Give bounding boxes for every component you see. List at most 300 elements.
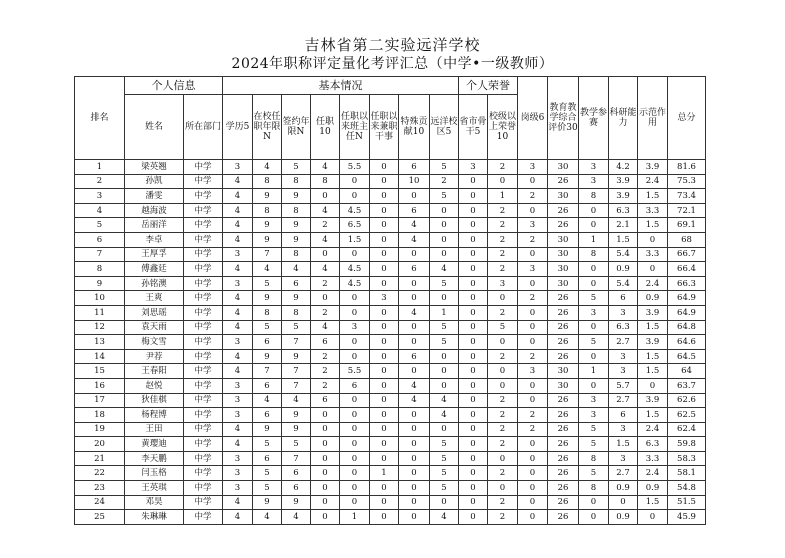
table-cell: 0 <box>430 378 459 393</box>
table-cell: 2 <box>488 247 518 262</box>
table-cell: 0 <box>340 247 370 262</box>
table-cell: 2 <box>311 218 340 233</box>
table-cell: 0 <box>370 378 399 393</box>
school-title: 吉林省第二实验远洋学校 <box>304 36 481 54</box>
table-cell: 18 <box>75 408 125 423</box>
table-cell: 1.5 <box>638 364 668 379</box>
table-cell: 0.9 <box>609 481 638 496</box>
table-cell: 64 <box>668 364 706 379</box>
table-cell: 傅鑫廷 <box>125 262 184 277</box>
table-cell: 0 <box>399 437 430 452</box>
table-cell: 0 <box>579 510 609 525</box>
table-cell: 0 <box>518 276 548 291</box>
header-special: 特殊贡献10 <box>399 95 430 160</box>
table-cell: 0 <box>311 247 340 262</box>
table-cell: 4 <box>223 510 253 525</box>
table-row <box>75 466 706 481</box>
table-cell: 5.7 <box>609 378 638 393</box>
table-cell: 13 <box>75 335 125 350</box>
table-cell: 9 <box>282 422 311 437</box>
table-cell: 朱琳琳 <box>125 510 184 525</box>
table-cell: 4 <box>430 510 459 525</box>
table-cell: 中学 <box>184 218 223 233</box>
table-cell: 2 <box>518 408 548 423</box>
table-cell: 0 <box>430 349 459 364</box>
table-cell: 0 <box>399 276 430 291</box>
table-cell: 0 <box>311 189 340 204</box>
table-cell: 4 <box>223 422 253 437</box>
table-cell: 0 <box>340 466 370 481</box>
table-cell: 0 <box>459 378 488 393</box>
table-cell: 0 <box>340 437 370 452</box>
table-cell: 26 <box>548 320 579 335</box>
table-cell: 5 <box>253 466 282 481</box>
table-cell: 3 <box>579 174 609 189</box>
table-cell: 0 <box>518 320 548 335</box>
table-cell: 2 <box>488 437 518 452</box>
table-cell: 4 <box>253 262 282 277</box>
table-cell: 9 <box>75 276 125 291</box>
table-cell: 0 <box>370 305 399 320</box>
table-cell: 6 <box>311 393 340 408</box>
table-cell: 26 <box>548 349 579 364</box>
table-cell: 0 <box>459 218 488 233</box>
table-cell: 0 <box>370 232 399 247</box>
table-cell: 0 <box>399 466 430 481</box>
table-cell: 6.5 <box>340 218 370 233</box>
table-cell: 0 <box>459 203 488 218</box>
table-cell: 2 <box>488 305 518 320</box>
table-cell: 4 <box>311 160 340 175</box>
header-school-honor: 校级以上荣誉10 <box>488 95 518 160</box>
table-cell: 3 <box>609 349 638 364</box>
table-cell: 0 <box>459 232 488 247</box>
table-cell: 0 <box>340 408 370 423</box>
header-teaching-eval: 教育教学综合评价30 <box>548 77 579 160</box>
table-cell: 5 <box>488 320 518 335</box>
header-backbone: 省市骨干5 <box>459 95 488 160</box>
table-cell: 0 <box>399 364 430 379</box>
table-cell: 0 <box>340 291 370 306</box>
table-cell: 孙凯 <box>125 174 184 189</box>
table-cell: 4 <box>430 393 459 408</box>
table-cell: 2 <box>488 262 518 277</box>
table-cell: 0 <box>430 364 459 379</box>
table-cell: 0 <box>370 262 399 277</box>
table-cell: 0 <box>399 247 430 262</box>
table-cell: 4 <box>311 262 340 277</box>
table-cell: 0 <box>459 451 488 466</box>
table-cell: 2 <box>311 276 340 291</box>
table-cell: 1.5 <box>638 320 668 335</box>
header-tenure: 在校任职年限N <box>253 95 282 160</box>
table-cell: 4 <box>253 393 282 408</box>
table-cell: 0 <box>518 174 548 189</box>
table-cell: 0 <box>340 305 370 320</box>
table-cell: 23 <box>75 481 125 496</box>
table-cell: 5 <box>253 481 282 496</box>
table-cell: 64.8 <box>668 320 706 335</box>
table-cell: 黄璎迪 <box>125 437 184 452</box>
table-cell: 0 <box>370 174 399 189</box>
header-name: 姓名 <box>125 95 184 160</box>
table-cell: 0 <box>399 335 430 350</box>
table-cell: 0 <box>459 320 488 335</box>
table-cell: 1.5 <box>609 437 638 452</box>
table-cell: 1.5 <box>340 232 370 247</box>
table-cell: 1 <box>370 466 399 481</box>
table-cell: 0 <box>459 422 488 437</box>
score-table <box>74 76 706 525</box>
table-cell: 5 <box>253 437 282 452</box>
table-cell: 3 <box>609 364 638 379</box>
table-cell: 潘雯 <box>125 189 184 204</box>
table-cell: 26 <box>548 451 579 466</box>
table-cell: 30 <box>548 247 579 262</box>
header-head-teacher: 任职以来班主任N <box>340 95 370 160</box>
table-cell: 0 <box>459 174 488 189</box>
table-cell: 5 <box>430 451 459 466</box>
table-cell: 26 <box>548 495 579 510</box>
table-cell: 1 <box>75 160 125 175</box>
table-cell: 5 <box>430 160 459 175</box>
table-cell: 66.3 <box>668 276 706 291</box>
table-cell: 0 <box>311 466 340 481</box>
table-cell: 8 <box>253 203 282 218</box>
table-cell: 0 <box>459 393 488 408</box>
table-cell: 62.6 <box>668 393 706 408</box>
table-cell: 4 <box>223 305 253 320</box>
header-campus: 远洋校区5 <box>430 95 459 160</box>
table-cell: 0 <box>638 262 668 277</box>
table-cell: 26 <box>548 510 579 525</box>
table-cell: 3 <box>609 305 638 320</box>
table-cell: 1.5 <box>638 349 668 364</box>
table-cell: 4.5 <box>340 203 370 218</box>
table-cell: 3 <box>579 305 609 320</box>
table-cell: 30 <box>548 232 579 247</box>
table-cell: 梅文雪 <box>125 335 184 350</box>
table-cell: 0 <box>518 437 548 452</box>
table-cell: 0 <box>311 422 340 437</box>
table-cell: 李卓 <box>125 232 184 247</box>
table-cell: 2 <box>430 174 459 189</box>
table-cell: 8 <box>579 247 609 262</box>
table-row <box>75 174 706 189</box>
table-cell: 4 <box>399 378 430 393</box>
table-cell: 1 <box>579 232 609 247</box>
table-cell: 1.5 <box>609 232 638 247</box>
table-cell: 赵悦 <box>125 378 184 393</box>
table-cell: 9 <box>282 291 311 306</box>
table-cell: 2 <box>488 466 518 481</box>
table-cell: 2 <box>488 408 518 423</box>
table-cell: 越海波 <box>125 203 184 218</box>
table-cell: 3 <box>518 262 548 277</box>
table-cell: 0 <box>459 291 488 306</box>
table-cell: 26 <box>548 203 579 218</box>
table-cell: 孙铭澳 <box>125 276 184 291</box>
table-cell: 3.9 <box>609 189 638 204</box>
table-cell: 19 <box>75 422 125 437</box>
table-cell: 3 <box>223 378 253 393</box>
table-cell: 5 <box>430 466 459 481</box>
table-cell: 中学 <box>184 349 223 364</box>
table-cell: 5 <box>579 335 609 350</box>
header-total: 总分 <box>668 77 706 160</box>
table-cell: 3.9 <box>638 393 668 408</box>
header-model: 示范作用 <box>638 77 668 160</box>
table-cell: 64.5 <box>668 349 706 364</box>
table-cell: 0 <box>579 276 609 291</box>
table-cell: 中学 <box>184 364 223 379</box>
table-cell: 4 <box>75 203 125 218</box>
table-cell: 3 <box>459 160 488 175</box>
table-cell: 30 <box>548 378 579 393</box>
table-cell: 6 <box>609 408 638 423</box>
table-cell: 中学 <box>184 510 223 525</box>
table-cell: 尹荐 <box>125 349 184 364</box>
table-cell: 62.5 <box>668 408 706 423</box>
table-cell: 0 <box>370 160 399 175</box>
table-cell: 2 <box>75 174 125 189</box>
table-cell: 8 <box>253 174 282 189</box>
table-cell: 3 <box>609 422 638 437</box>
table-cell: 中学 <box>184 451 223 466</box>
table-cell: 1.5 <box>638 189 668 204</box>
table-cell: 3 <box>75 189 125 204</box>
table-row <box>75 247 706 262</box>
table-cell: 12 <box>75 320 125 335</box>
table-cell: 4 <box>430 262 459 277</box>
table-cell: 5 <box>282 437 311 452</box>
table-cell: 0 <box>311 495 340 510</box>
table-row <box>75 262 706 277</box>
table-cell: 6 <box>311 335 340 350</box>
table-cell: 2.4 <box>638 422 668 437</box>
table-cell: 0 <box>370 495 399 510</box>
header-honor: 个人荣誉 <box>459 77 518 95</box>
table-cell: 0 <box>488 451 518 466</box>
table-row <box>75 160 706 175</box>
table-cell: 8 <box>579 481 609 496</box>
table-cell: 26 <box>548 437 579 452</box>
table-cell: 1 <box>579 364 609 379</box>
report-title: 2024年职称评定量化考评汇总（中学•一级教师） <box>231 56 554 72</box>
table-cell: 王春阳 <box>125 364 184 379</box>
table-cell: 6 <box>609 291 638 306</box>
table-cell: 3 <box>223 466 253 481</box>
table-cell: 0.9 <box>638 291 668 306</box>
table-cell: 20 <box>75 437 125 452</box>
table-cell: 2 <box>311 305 340 320</box>
header-teaching-contest: 教学参赛 <box>579 77 609 160</box>
table-cell: 0 <box>430 247 459 262</box>
table-cell: 64.9 <box>668 291 706 306</box>
table-cell: 3.9 <box>638 160 668 175</box>
table-cell: 0 <box>399 451 430 466</box>
table-cell: 5.4 <box>609 276 638 291</box>
header-edu: 学历5 <box>223 95 253 160</box>
table-cell: 0.9 <box>609 510 638 525</box>
table-cell: 0 <box>459 276 488 291</box>
table-row <box>75 291 706 306</box>
header-serve: 任职10 <box>311 95 340 160</box>
table-cell: 0 <box>340 335 370 350</box>
table-cell: 0 <box>340 349 370 364</box>
table-cell: 4 <box>399 218 430 233</box>
header-research: 科研能力 <box>609 77 638 160</box>
table-cell: 26 <box>548 174 579 189</box>
table-cell: 2 <box>518 422 548 437</box>
table-cell: 王爽 <box>125 291 184 306</box>
table-cell: 0 <box>311 481 340 496</box>
table-cell: 4 <box>282 393 311 408</box>
table-cell: 3.3 <box>638 247 668 262</box>
table-cell: 1.5 <box>638 218 668 233</box>
table-cell: 4.5 <box>340 276 370 291</box>
table-cell: 7 <box>282 335 311 350</box>
table-cell: 5 <box>579 437 609 452</box>
table-row <box>75 408 706 423</box>
header-contract: 签约年限N <box>282 95 311 160</box>
table-cell: 0 <box>399 408 430 423</box>
table-cell: 0.9 <box>638 481 668 496</box>
table-cell: 26 <box>548 466 579 481</box>
table-cell: 王厚孚 <box>125 247 184 262</box>
table-cell: 3.3 <box>638 203 668 218</box>
table-cell: 16 <box>75 378 125 393</box>
table-cell: 0 <box>609 495 638 510</box>
table-cell: 1 <box>340 510 370 525</box>
table-cell: 2.4 <box>638 466 668 481</box>
table-cell: 6 <box>253 408 282 423</box>
table-cell: 4 <box>223 437 253 452</box>
table-cell: 4.5 <box>340 262 370 277</box>
table-cell: 2 <box>488 203 518 218</box>
table-cell: 4 <box>311 320 340 335</box>
table-cell: 5 <box>430 276 459 291</box>
table-cell: 5 <box>282 160 311 175</box>
table-cell: 0 <box>340 481 370 496</box>
table-cell: 2 <box>311 364 340 379</box>
table-cell: 0 <box>370 335 399 350</box>
table-cell: 3 <box>223 335 253 350</box>
table-cell: 2 <box>518 232 548 247</box>
table-cell: 66.7 <box>668 247 706 262</box>
header-basic: 基本情况 <box>223 77 459 95</box>
table-cell: 0 <box>518 451 548 466</box>
table-cell: 0 <box>459 466 488 481</box>
table-cell: 26 <box>548 422 579 437</box>
table-cell: 3 <box>579 160 609 175</box>
table-cell: 5 <box>430 437 459 452</box>
table-cell: 4.2 <box>609 160 638 175</box>
table-cell: 9 <box>282 189 311 204</box>
table-cell: 0 <box>518 335 548 350</box>
table-cell: 邓昊 <box>125 495 184 510</box>
table-cell: 0 <box>370 349 399 364</box>
table-cell: 4 <box>223 232 253 247</box>
table-cell: 0 <box>488 174 518 189</box>
table-cell: 0 <box>579 495 609 510</box>
table-cell: 0 <box>579 349 609 364</box>
table-cell: 4 <box>223 262 253 277</box>
table-cell: 6 <box>340 378 370 393</box>
table-body <box>75 160 706 525</box>
table-cell: 26 <box>548 335 579 350</box>
table-cell: 0 <box>488 291 518 306</box>
table-cell: 9 <box>253 218 282 233</box>
table-cell: 0 <box>370 276 399 291</box>
table-row <box>75 451 706 466</box>
table-cell: 3.3 <box>638 451 668 466</box>
table-cell: 0 <box>340 393 370 408</box>
table-cell: 4 <box>399 393 430 408</box>
table-cell: 0 <box>579 218 609 233</box>
table-cell: 0 <box>518 378 548 393</box>
table-cell: 杨程博 <box>125 408 184 423</box>
table-cell: 中学 <box>184 408 223 423</box>
table-cell: 3 <box>579 393 609 408</box>
table-cell: 0 <box>638 378 668 393</box>
table-cell: 2 <box>311 349 340 364</box>
table-cell: 3 <box>609 451 638 466</box>
table-cell: 0 <box>488 364 518 379</box>
table-cell: 0 <box>399 189 430 204</box>
table-cell: 2 <box>488 495 518 510</box>
table-cell: 9 <box>282 349 311 364</box>
table-cell: 7 <box>282 378 311 393</box>
table-cell: 5 <box>579 291 609 306</box>
table-cell: 6 <box>282 276 311 291</box>
table-row <box>75 276 706 291</box>
table-cell: 3 <box>223 247 253 262</box>
table-cell: 3 <box>488 276 518 291</box>
table-cell: 4 <box>223 203 253 218</box>
table-cell: 66.4 <box>668 262 706 277</box>
table-cell: 0 <box>579 262 609 277</box>
table-cell: 30 <box>548 189 579 204</box>
table-cell: 26 <box>548 291 579 306</box>
table-cell: 0 <box>459 437 488 452</box>
table-cell: 4 <box>223 349 253 364</box>
table-cell: 4 <box>311 232 340 247</box>
table-cell: 5 <box>430 189 459 204</box>
table-cell: 0 <box>340 422 370 437</box>
table-cell: 30 <box>548 160 579 175</box>
table-cell: 0 <box>518 481 548 496</box>
table-cell: 8 <box>282 305 311 320</box>
table-cell: 0 <box>370 218 399 233</box>
table-cell: 51.5 <box>668 495 706 510</box>
table-cell: 3 <box>340 320 370 335</box>
table-cell: 8 <box>282 247 311 262</box>
table-cell: 24 <box>75 495 125 510</box>
table-cell: 14 <box>75 349 125 364</box>
table-cell: 闫玉格 <box>125 466 184 481</box>
table-cell: 0 <box>340 495 370 510</box>
header-personal-info: 个人信息 <box>125 77 223 95</box>
table-cell: 8 <box>253 305 282 320</box>
table-row <box>75 189 706 204</box>
table-cell: 0 <box>579 203 609 218</box>
table-cell: 4 <box>399 232 430 247</box>
table-cell: 7 <box>282 364 311 379</box>
table-cell: 2 <box>488 218 518 233</box>
table-cell: 5 <box>579 422 609 437</box>
table-row <box>75 335 706 350</box>
